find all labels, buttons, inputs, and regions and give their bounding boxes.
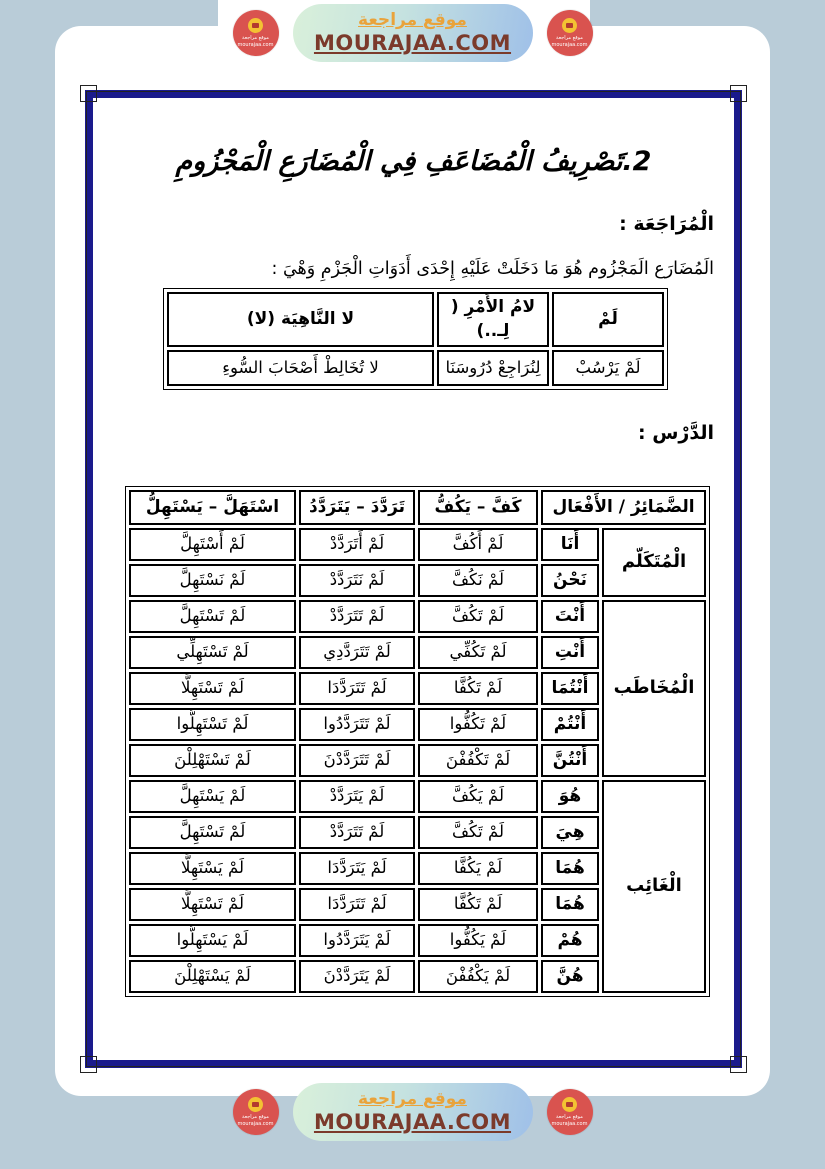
pronoun-cell: أَنْتُمَا xyxy=(541,672,599,705)
table-header-row xyxy=(167,292,664,347)
table-row xyxy=(129,600,706,633)
table-row xyxy=(129,780,706,813)
person-group-cell: الْغَائِب xyxy=(602,780,706,993)
document-content xyxy=(93,98,734,1060)
site-name-link[interactable]: موقع مراجعة xyxy=(358,1089,467,1110)
verb-cell: لَمْ يَتَرَدَّدْ xyxy=(299,780,415,813)
lesson-section-label: الدَّرْس : xyxy=(638,421,714,444)
verb-cell: لَمْ تَسْتَهِلَّا xyxy=(129,672,296,705)
particle-header: لامُ الأَمْرِ ( لِـ..) xyxy=(437,292,549,347)
logo-book-icon xyxy=(248,18,263,33)
particle-header: لَمْ xyxy=(552,292,664,347)
particle-header: لا النَّاهِيَة (لا) xyxy=(167,292,434,347)
person-group-cell: الْمُخَاطَب xyxy=(602,600,706,777)
verb-header: اسْتَهَلَّ – يَسْتَهِلُّ xyxy=(129,490,296,525)
verb-cell: لَمْ يَكُفَّا xyxy=(418,852,538,885)
pronoun-cell: هِيَ xyxy=(541,816,599,849)
verb-cell: لَمْ يَتَرَدَّدَا xyxy=(299,852,415,885)
site-footer-banner xyxy=(0,1083,825,1141)
verb-cell: لَمْ تَكُفِّي xyxy=(418,636,538,669)
site-name-link[interactable]: موقع مراجعة xyxy=(358,10,467,31)
verb-cell: لَمْ تَكُفَّ xyxy=(418,600,538,633)
pronoun-cell: هُمَا xyxy=(541,888,599,921)
verb-cell: لَمْ تَتَرَدَّدْنَ xyxy=(299,744,415,777)
verb-cell: لَمْ تَكُفَّا xyxy=(418,672,538,705)
logo-caption: موقع مراجعة mourajaa.com xyxy=(551,35,588,48)
verb-cell: لَمْ تَتَرَدَّدَا xyxy=(299,888,415,921)
page-title: 2.تَصْرِيفُ الْمُضَاعَفِ فِي الْمُضَارَعِ الْمَجْزُومِ xyxy=(175,146,652,177)
pronoun-cell: نَحْنُ xyxy=(541,564,599,597)
verb-cell: لَمْ تَسْتَهِلَّ xyxy=(129,600,296,633)
particle-example: لَمْ يَرْسُبْ xyxy=(552,350,664,386)
pronoun-cell: هُنَّ xyxy=(541,960,599,993)
page-frame xyxy=(85,90,742,1068)
site-domain-link[interactable]: MOURAJAA.COM xyxy=(313,30,512,55)
jussive-particles-table xyxy=(163,288,668,390)
verb-cell: لَمْ يَتَرَدَّدْنَ xyxy=(299,960,415,993)
site-header-banner xyxy=(0,4,825,62)
logo-caption: موقع مراجعة mourajaa.com xyxy=(551,1114,588,1127)
logo-caption: موقع مراجعة mourajaa.com xyxy=(237,1114,274,1127)
verb-cell: لَمْ تَسْتَهِلَّ xyxy=(129,816,296,849)
table-header-row xyxy=(129,490,706,525)
verb-cell: لَمْ يَسْتَهِلَّ xyxy=(129,780,296,813)
pronoun-cell: هُمْ xyxy=(541,924,599,957)
site-logo-left xyxy=(233,10,279,56)
verb-header: كَفَّ – يَكُفُّ xyxy=(418,490,538,525)
site-logo-right xyxy=(547,1089,593,1135)
pronoun-cell: أَنْتُمْ xyxy=(541,708,599,741)
pronoun-cell: هُوَ xyxy=(541,780,599,813)
verb-cell: لَمْ نَكُفَّ xyxy=(418,564,538,597)
table-row xyxy=(167,350,664,386)
verb-cell: لَمْ تَتَرَدَّدَا xyxy=(299,672,415,705)
pronoun-cell: أَنْتُنَّ xyxy=(541,744,599,777)
table-row xyxy=(129,528,706,561)
verb-cell: لَمْ يَتَرَدَّدُوا xyxy=(299,924,415,957)
verb-cell: لَمْ تَكُفَّا xyxy=(418,888,538,921)
verb-cell: لَمْ تَسْتَهْلِلْنَ xyxy=(129,744,296,777)
particle-example: لِنُرَاجِعْ دُرُوسَنَا xyxy=(437,350,549,386)
verb-cell: لَمْ أَسْتَهِلَّ xyxy=(129,528,296,561)
review-intro-text: الَمُضَارَع الَمَجْزُوم هُوَ مَا دَخَلَتْ عَلَيْهِ إِحْدَى أَدَوَاتِ الْجَزْمِ وَهْيَ : xyxy=(271,258,714,279)
verb-cell: لَمْ يَكُفُّوا xyxy=(418,924,538,957)
verb-cell: لَمْ تَتَرَدَّدْ xyxy=(299,816,415,849)
pronoun-cell: هُمَا xyxy=(541,852,599,885)
verb-cell: لَمْ يَسْتَهِلَّا xyxy=(129,852,296,885)
banner-pill xyxy=(293,4,533,62)
verb-cell: لَمْ يَكُفَّ xyxy=(418,780,538,813)
review-section-label: الْمُرَاجَعَة : xyxy=(619,212,714,235)
verb-cell: لَمْ أَكُفَّ xyxy=(418,528,538,561)
verb-cell: لَمْ تَتَرَدَّدُوا xyxy=(299,708,415,741)
verb-cell: لَمْ تَتَرَدَّدْ xyxy=(299,600,415,633)
verb-cell: لَمْ تَكُفَّ xyxy=(418,816,538,849)
particle-example: لا تُخَالِطْ أَصْحَابَ السُّوءِ xyxy=(167,350,434,386)
verb-cell: لَمْ تَتَرَدَّدِي xyxy=(299,636,415,669)
verb-cell: لَمْ يَكْفُفْنَ xyxy=(418,960,538,993)
verb-cell: لَمْ تَكْفُفْنَ xyxy=(418,744,538,777)
verb-cell: لَمْ نَسْتَهِلَّ xyxy=(129,564,296,597)
site-logo-left xyxy=(233,1089,279,1135)
logo-book-icon xyxy=(248,1097,263,1112)
verb-cell: لَمْ تَسْتَهِلِّي xyxy=(129,636,296,669)
site-domain-link[interactable]: MOURAJAA.COM xyxy=(313,1109,512,1134)
pronoun-cell: أَنْتِ xyxy=(541,636,599,669)
pronoun-cell: أَنَا xyxy=(541,528,599,561)
verb-cell: لَمْ أَتَرَدَّدْ xyxy=(299,528,415,561)
verb-cell: لَمْ يَسْتَهِلُّوا xyxy=(129,924,296,957)
pronoun-cell: أَنْتَ xyxy=(541,600,599,633)
verb-cell: لَمْ تَسْتَهِلَّا xyxy=(129,888,296,921)
verb-cell: لَمْ تَسْتَهِلُّوا xyxy=(129,708,296,741)
verb-header: تَرَدَّدَ – يَتَرَدَّدُ xyxy=(299,490,415,525)
verb-cell: لَمْ نَتَرَدَّدْ xyxy=(299,564,415,597)
logo-caption: موقع مراجعة mourajaa.com xyxy=(237,35,274,48)
verb-cell: لَمْ يَسْتَهْلِلْنَ xyxy=(129,960,296,993)
site-logo-right xyxy=(547,10,593,56)
conjugation-table xyxy=(125,486,710,997)
logo-book-icon xyxy=(562,1097,577,1112)
corner-header: الضَّمَائِرُ / الأَفْعَال xyxy=(541,490,706,525)
person-group-cell: الْمُتَكَلّم xyxy=(602,528,706,597)
banner-pill xyxy=(293,1083,533,1141)
verb-cell: لَمْ تَكُفُّوا xyxy=(418,708,538,741)
logo-book-icon xyxy=(562,18,577,33)
